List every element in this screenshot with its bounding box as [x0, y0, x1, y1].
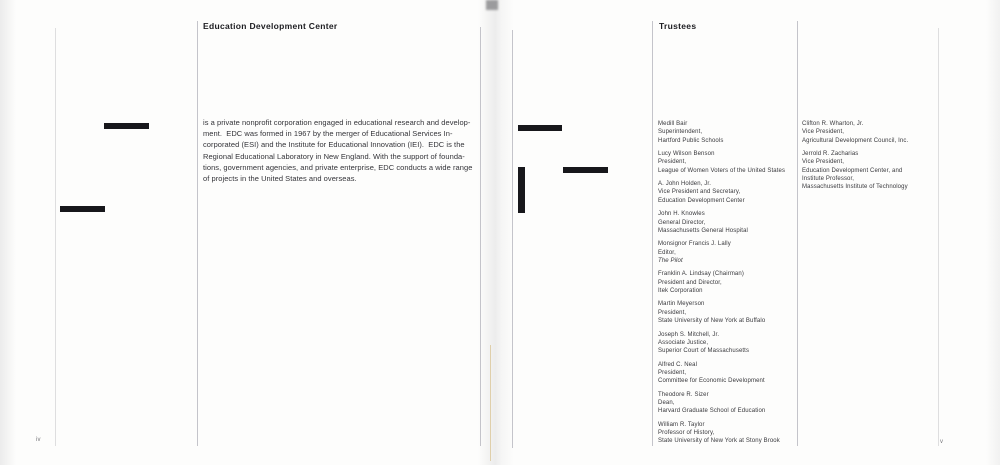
black-bar-left-bottom: [60, 206, 105, 212]
black-bar-right-vertical: [518, 167, 525, 213]
left-page-heading: Education Development Center: [203, 21, 338, 31]
trustee-name: Theodore R. Sizer: [658, 391, 709, 398]
trustee-entry: [658, 361, 794, 386]
trustee-entry: [658, 120, 794, 145]
trustee-detail-line: State University of New York at Buffalo: [658, 318, 766, 325]
trustees-column-1: [658, 120, 794, 451]
paragraph-line: is a private nonprofit corporation engaged in educational research and develop-: [203, 118, 471, 127]
scan-edge-shadow-left: [0, 0, 16, 465]
trustee-name: John H. Knowles: [658, 211, 705, 218]
trustee-entry: [658, 421, 794, 446]
trustee-detail-line: Associate Justice,: [658, 339, 709, 346]
trustee-name: Monsignor Francis J. Lally: [658, 241, 731, 248]
trustee-detail-line: Superintendent,: [658, 129, 703, 136]
trustee-name: William R. Taylor: [658, 421, 705, 428]
trustee-detail-line: President,: [658, 309, 687, 316]
left-page-margin-rule: [55, 28, 56, 446]
trustee-detail-line: President,: [658, 159, 687, 166]
trustee-detail-line: Harvard Graduate School of Education: [658, 408, 766, 415]
paragraph-line: corporated (ESI) and the Institute for Educational Innovation (IEI). EDC is the: [203, 140, 465, 150]
trustee-detail-line: Vice President,: [802, 159, 845, 166]
trustee-entry: [658, 210, 794, 235]
trustees-column-rule: [652, 21, 653, 446]
trustee-detail-line: State University of New York at Stony Brook: [658, 438, 780, 445]
trustee-detail-line: General Director,: [658, 219, 706, 226]
edc-description-paragraph: [203, 117, 513, 184]
paragraph-line: tions, government agencies, and private enterprise, EDC conducts a wide range: [203, 162, 473, 172]
trustee-detail-line: Vice President and Secretary,: [658, 189, 741, 196]
right-page-left-edge-rule: [512, 30, 513, 448]
trustee-name: A. John Holden, Jr.: [658, 181, 711, 188]
trustee-entry: [802, 150, 936, 191]
trustee-detail-line: The Pilot: [658, 257, 683, 264]
trustee-detail-line: Education Development Center: [658, 197, 745, 204]
trustee-detail-line: Massachusetts Institute of Technology: [802, 184, 908, 191]
trustee-detail-line: Superior Court of Massachusetts: [658, 348, 750, 355]
paragraph-line: ment. EDC was formed in 1967 by the merger of Educational Services In-: [203, 129, 453, 139]
gutter-top-smudge: [486, 0, 498, 10]
trustee-detail-line: Itek Corporation: [658, 287, 703, 294]
trustee-entry: [802, 120, 936, 145]
black-bar-right-horizontal: [563, 167, 608, 173]
trustees-column-2: [802, 120, 936, 197]
trustee-entry: [658, 240, 794, 265]
page-number-right: v: [940, 439, 944, 445]
left-page-right-edge-rule: [480, 27, 481, 446]
trustee-name: Medill Bair: [658, 121, 688, 127]
trustees-heading: Trustees: [659, 21, 697, 31]
page-number-left: iv: [36, 437, 41, 443]
black-bar-right-top: [518, 125, 562, 131]
left-page-column-rule: [197, 21, 198, 446]
scan-edge-shadow-right: [986, 0, 1000, 465]
paragraph-line: Regional Educational Laboratory in New England. With the support of founda-: [203, 151, 465, 161]
trustee-name: Alfred C. Neal: [658, 361, 698, 368]
trustee-entry: [658, 300, 794, 325]
book-gutter-shadow: [478, 0, 514, 465]
trustee-entry: [658, 180, 794, 205]
trustee-detail-line: President and Director,: [658, 279, 722, 286]
trustee-name: Franklin A. Lindsay (Chairman): [658, 271, 744, 278]
trustees-divider-rule: [797, 21, 798, 446]
trustee-name: Lucy Wilson Benson: [658, 151, 715, 158]
trustee-detail-line: President,: [658, 369, 687, 376]
trustee-entry: [658, 270, 794, 295]
gutter-scan-artifact: [490, 345, 491, 461]
trustee-detail-line: Agricultural Development Council, Inc.: [802, 137, 909, 144]
right-page-margin-rule: [938, 28, 939, 446]
trustee-entry: [658, 331, 794, 356]
trustee-entry: [658, 391, 794, 416]
trustee-detail-line: Committee for Economic Development: [658, 378, 765, 385]
trustee-name: Joseph S. Mitchell, Jr.: [658, 331, 720, 338]
trustee-detail-line: Massachusetts General Hospital: [658, 227, 748, 234]
trustee-detail-line: League of Women Voters of the United States: [658, 167, 786, 174]
trustee-detail-line: Hartford Public Schools: [658, 137, 724, 144]
trustee-detail-line: Professor of History,: [658, 430, 715, 437]
paragraph-line: of projects in the United States and overseas.: [203, 174, 357, 184]
trustee-entry: [658, 150, 794, 175]
trustee-name: Jerrold R. Zacharias: [802, 151, 859, 158]
trustee-detail-line: Editor,: [658, 249, 676, 256]
trustee-detail-line: Vice President,: [802, 129, 845, 136]
trustee-name: Clifton R. Wharton, Jr.: [802, 121, 864, 127]
trustee-name: Martin Meyerson: [658, 301, 705, 308]
black-bar-left-top: [104, 123, 149, 129]
trustee-detail-line: Education Development Center, and: [802, 167, 903, 174]
trustee-detail-line: Institute Professor,: [802, 175, 855, 182]
trustee-detail-line: Dean,: [658, 400, 675, 406]
